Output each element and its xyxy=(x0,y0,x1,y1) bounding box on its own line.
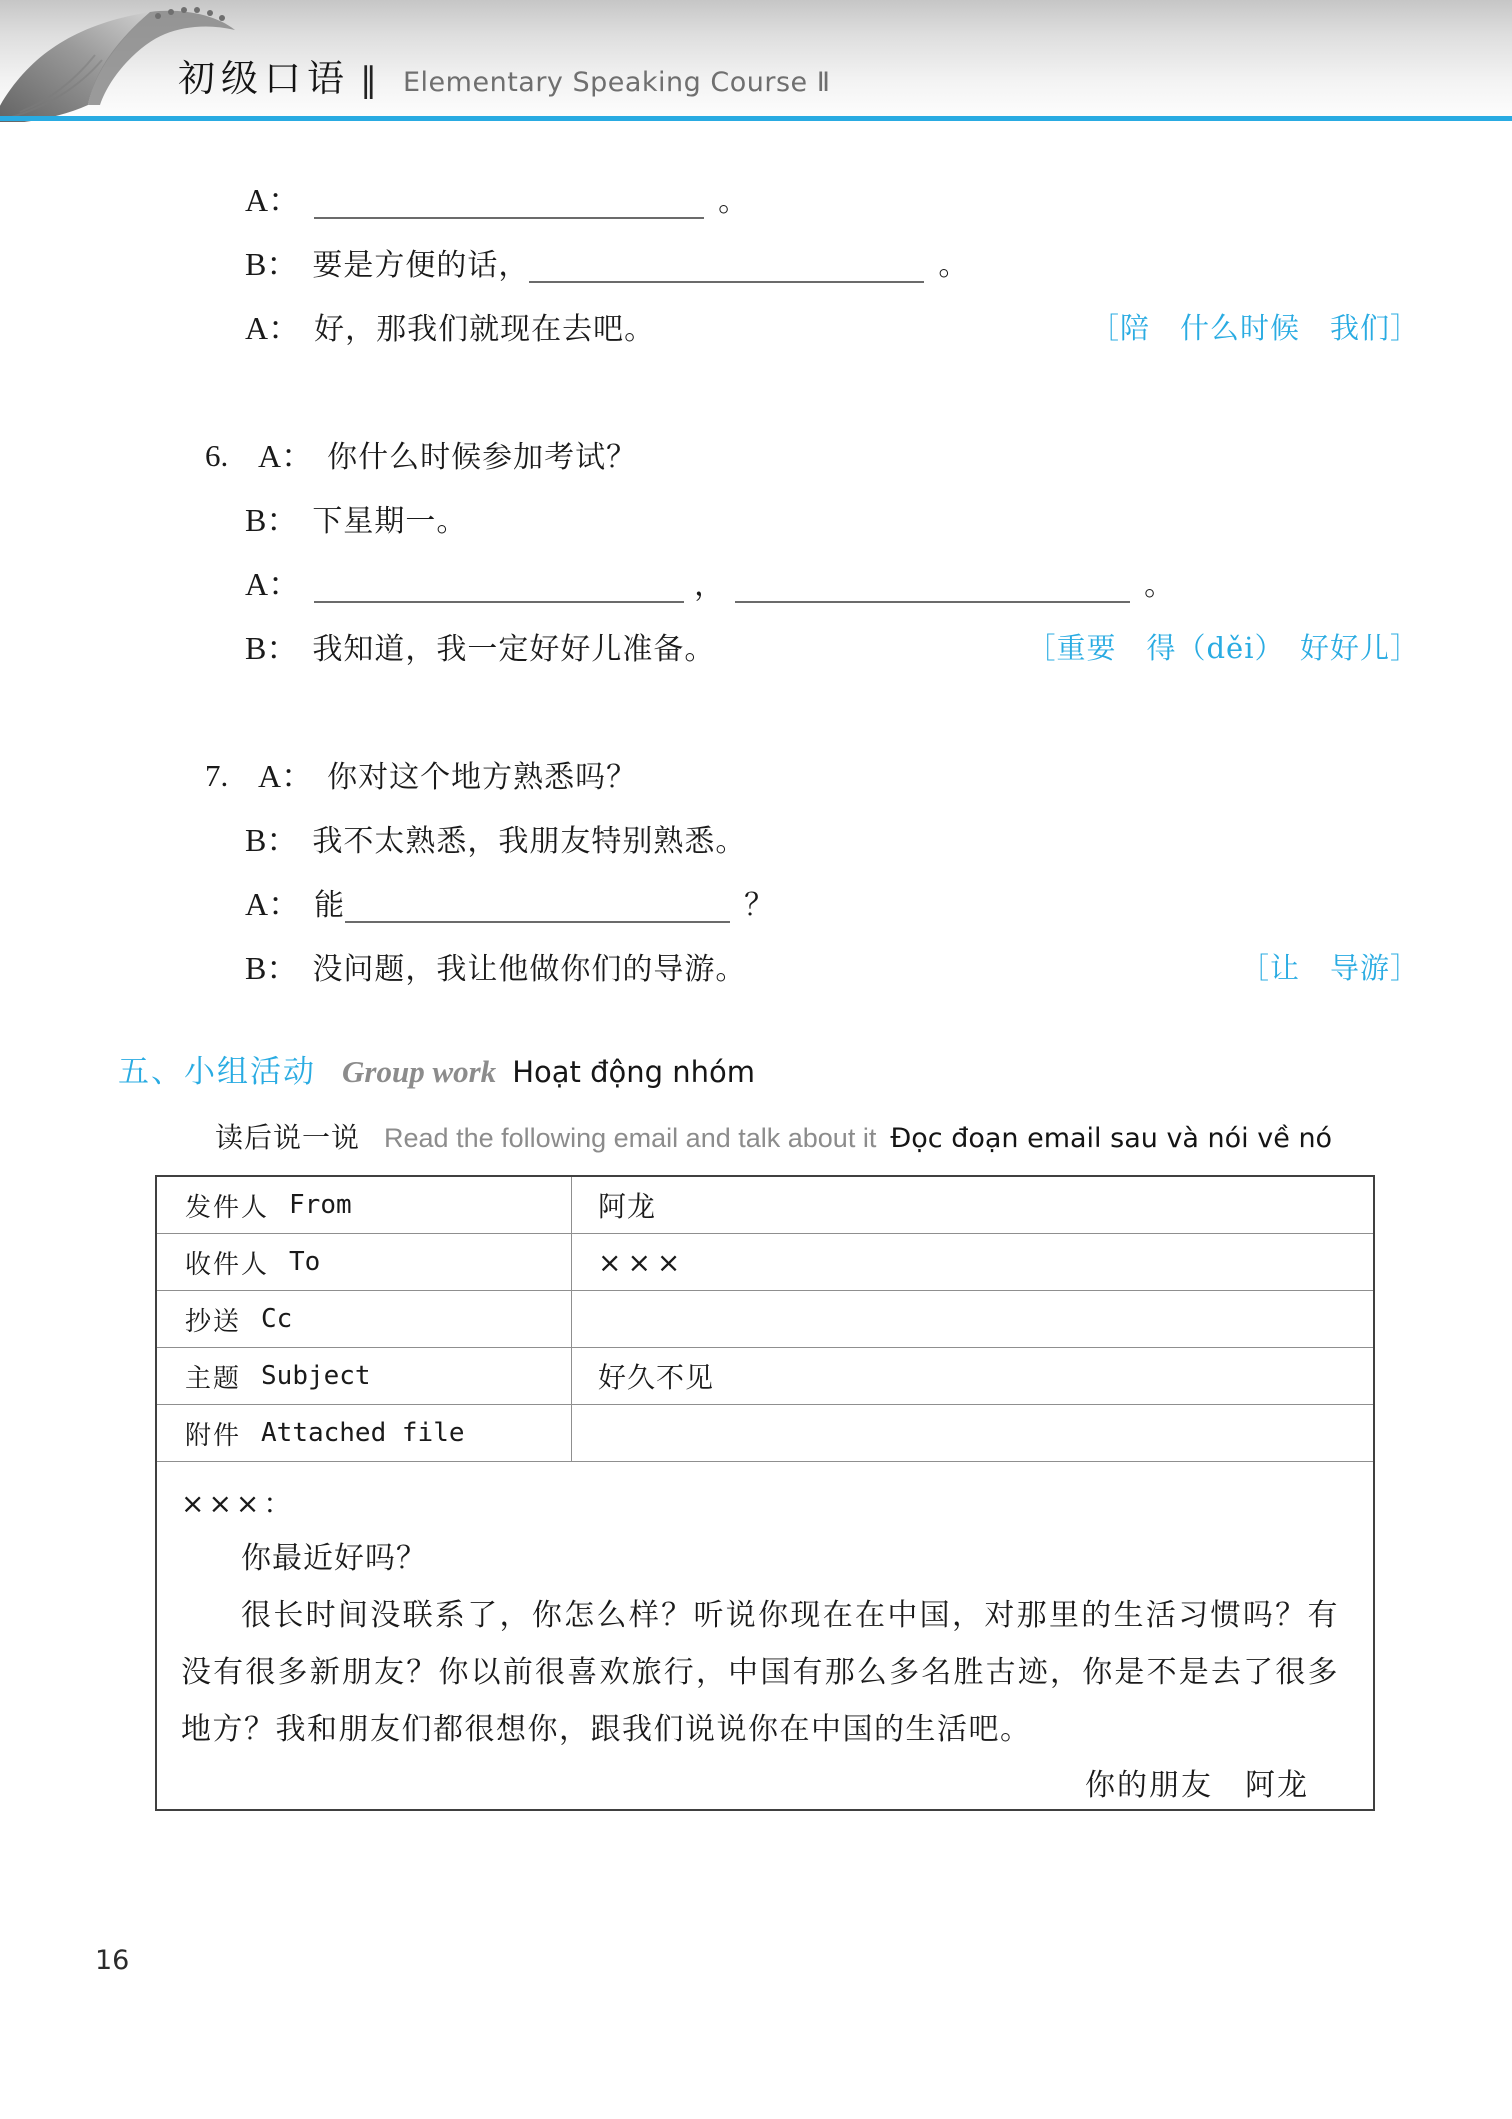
instruction-en: Read the following email and talk about it xyxy=(384,1123,877,1153)
dialogue-text: 能 xyxy=(314,888,346,923)
speaker-label: A： xyxy=(245,310,301,346)
email-greeting: 你最近好吗？ xyxy=(241,1541,427,1576)
dialogue-text: 我不太熟悉，我朋友特别熟悉。 xyxy=(312,824,747,859)
email-row-cc xyxy=(157,1291,1373,1348)
label-cn: 主题 xyxy=(185,1363,242,1394)
speaker-label: B： xyxy=(245,246,299,282)
section-instruction xyxy=(215,1118,1332,1162)
email-box xyxy=(155,1175,1375,1811)
dialogue-text: 没问题，我让他做你们的导游。 xyxy=(312,952,747,987)
dialogue-line xyxy=(0,296,1512,360)
email-row-value xyxy=(572,1177,1373,1233)
speaker-label: A： xyxy=(245,182,301,218)
dialogue-text: 你什么时候参加考试？ xyxy=(327,440,638,475)
question-number: 7. xyxy=(205,758,229,793)
section-heading-en: Group work xyxy=(342,1054,497,1089)
dialogue-text: 下星期一。 xyxy=(312,504,468,539)
email-salutation: ×××： xyxy=(181,1487,296,1520)
course-title-en: Elementary Speaking Course Ⅱ xyxy=(403,67,831,98)
email-row-value xyxy=(572,1348,1373,1404)
course-title-cn: 初级口语 xyxy=(178,57,350,100)
email-row-label xyxy=(157,1405,572,1461)
value-text: 好久不见 xyxy=(598,1361,715,1394)
email-row-to xyxy=(157,1234,1373,1291)
comma-mark: ， xyxy=(694,568,726,603)
speaker-label: A： xyxy=(245,886,301,922)
period-mark: 。 xyxy=(718,184,750,219)
answer-blank xyxy=(529,253,924,283)
email-body xyxy=(157,1462,1373,1814)
section-heading xyxy=(118,1048,755,1101)
instruction-cn: 读后说一说 xyxy=(215,1121,361,1154)
page-number: 16 xyxy=(95,1945,130,1976)
dialogue-line xyxy=(0,616,1512,680)
vocab-hint: ［陪 什么时候 我们］ xyxy=(1089,311,1420,345)
speaker-label: B： xyxy=(245,502,299,538)
label-cn: 发件人 xyxy=(185,1192,270,1223)
label-en: Subject xyxy=(261,1361,371,1391)
email-row-label xyxy=(157,1348,572,1404)
speaker-label: B： xyxy=(245,630,299,666)
email-signature: 你的朋友 阿龙 xyxy=(1085,1768,1309,1803)
email-row-label xyxy=(157,1234,572,1290)
email-row-value xyxy=(572,1291,1373,1347)
dialogue-text: 要是方便的话， xyxy=(312,248,530,283)
page-header xyxy=(0,0,1512,116)
dialogue-line xyxy=(0,168,1512,232)
label-cn: 附件 xyxy=(185,1420,242,1451)
label-en: To xyxy=(289,1247,321,1277)
email-row-subject xyxy=(157,1348,1373,1405)
answer-blank xyxy=(345,893,730,923)
question-number: 6. xyxy=(205,438,229,473)
speaker-label: A： xyxy=(245,566,301,602)
email-row-value xyxy=(572,1234,1373,1290)
speaker-label: A： xyxy=(258,438,314,474)
dialogue-line xyxy=(0,488,1512,552)
email-row-label xyxy=(157,1177,572,1233)
label-en: Attached file xyxy=(261,1418,465,1448)
label-cn: 收件人 xyxy=(185,1249,270,1280)
course-title-mark: ‖ xyxy=(360,60,377,100)
email-paragraph: 很长时间没联系了，你怎么样？听说你现在在中国，对那里的生活习惯吗？有没有很多新朋友？你以前很喜欢旅行，中国有那么多名胜古迹，你是不是去了很多地方？我和朋友们都很想你，跟我们说说你在中国的生活吧。 xyxy=(181,1598,1339,1747)
header-accent-rule xyxy=(0,116,1512,121)
label-en: From xyxy=(289,1190,352,1220)
dialogue-line xyxy=(0,872,1512,936)
dialogue-text: 我知道，我一定好好儿准备。 xyxy=(312,632,716,667)
vocab-hint: ［让 导游］ xyxy=(1239,951,1420,985)
dialogue-line xyxy=(0,936,1512,1000)
dialogue-line xyxy=(0,744,1512,808)
speaker-label: B： xyxy=(245,822,299,858)
section-heading-cn: 五、小组活动 xyxy=(118,1054,316,1090)
email-row-value xyxy=(572,1405,1373,1461)
dialogue-line xyxy=(0,424,1512,488)
period-mark: 。 xyxy=(938,248,970,283)
question-mark: ？ xyxy=(744,888,776,923)
vocab-hint: ［重要 得（děi） 好好儿］ xyxy=(1026,631,1420,665)
value-text: 阿龙 xyxy=(598,1190,657,1223)
label-cn: 抄送 xyxy=(185,1306,242,1337)
dialogue-line xyxy=(0,552,1512,616)
dialogue-exercises xyxy=(0,168,1512,1000)
dialogue-text: 你对这个地方熟悉吗？ xyxy=(327,760,638,795)
speaker-label: B： xyxy=(245,950,299,986)
instruction-vi: Đọc đoạn email sau và nói về nó xyxy=(890,1123,1333,1154)
header-titles xyxy=(178,48,831,102)
section-heading-vi: Hoạt động nhóm xyxy=(512,1055,756,1089)
email-row-from xyxy=(157,1177,1373,1234)
email-row-attachment xyxy=(157,1405,1373,1462)
answer-blank xyxy=(314,573,684,603)
dialogue-line xyxy=(0,808,1512,872)
answer-blank xyxy=(735,573,1130,603)
speaker-label: A： xyxy=(258,758,314,794)
dialogue-text: 好，那我们就现在去吧。 xyxy=(314,312,656,347)
label-en: Cc xyxy=(261,1304,293,1334)
email-row-label xyxy=(157,1291,572,1347)
value-text: ××× xyxy=(598,1245,687,1279)
period-mark: 。 xyxy=(1144,568,1176,603)
answer-blank xyxy=(314,189,704,219)
dialogue-line xyxy=(0,232,1512,296)
